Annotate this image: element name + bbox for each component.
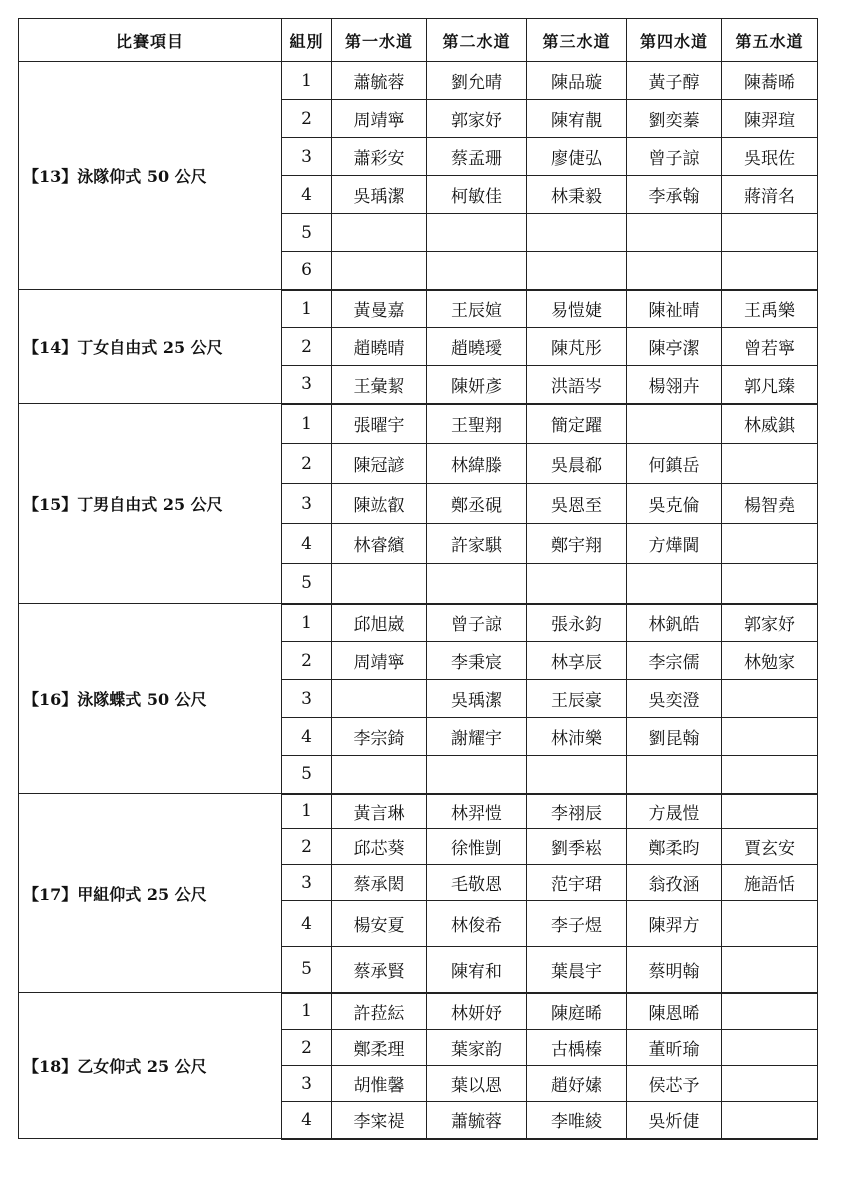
heat-row xyxy=(19,794,818,829)
group-number: 1 xyxy=(282,794,332,829)
lane-2-swimmer: 李秉宸 xyxy=(427,642,527,680)
lane-5-swimmer: 楊智堯 xyxy=(722,484,818,524)
lane-1-swimmer: 周靖寧 xyxy=(332,642,427,680)
lane-5-swimmer xyxy=(722,947,818,993)
lane-4-swimmer: 黃子醇 xyxy=(627,62,722,100)
group-number: 2 xyxy=(282,328,332,366)
lane-5-swimmer xyxy=(722,564,818,604)
lane-3-swimmer: 李子煜 xyxy=(527,901,627,947)
lane-4-swimmer: 吳奕澄 xyxy=(627,680,722,718)
lane-3-swimmer: 陳宥靚 xyxy=(527,100,627,138)
heat-row xyxy=(19,404,818,444)
group-number: 5 xyxy=(282,214,332,252)
lane-3-swimmer: 陳芃彤 xyxy=(527,328,627,366)
lane-2-swimmer: 蔡孟珊 xyxy=(427,138,527,176)
heat-row xyxy=(19,604,818,642)
lane-2-swimmer: 林羿愷 xyxy=(427,794,527,829)
group-number: 1 xyxy=(282,604,332,642)
lane-4-swimmer: 李宗儒 xyxy=(627,642,722,680)
group-number: 3 xyxy=(282,138,332,176)
lane-4-swimmer: 翁孜涵 xyxy=(627,865,722,901)
lane-4-swimmer: 吳克倫 xyxy=(627,484,722,524)
event-title: 【13】泳隊仰式 50 公尺 xyxy=(19,62,282,290)
lane-2-swimmer xyxy=(427,756,527,794)
group-number: 1 xyxy=(282,62,332,100)
lane-4-swimmer: 李承翰 xyxy=(627,176,722,214)
lane-2-swimmer: 王聖翔 xyxy=(427,404,527,444)
lane-1-swimmer: 邱芯葵 xyxy=(332,829,427,865)
lane-5-swimmer xyxy=(722,993,818,1030)
group-number: 1 xyxy=(282,290,332,328)
group-number: 3 xyxy=(282,865,332,901)
lane-3-swimmer: 古楀榛 xyxy=(527,1030,627,1066)
lane-3-swimmer: 簡定躍 xyxy=(527,404,627,444)
lane-5-swimmer: 郭凡臻 xyxy=(722,366,818,404)
lane-5-swimmer xyxy=(722,1030,818,1066)
lane-3-swimmer: 陳品璇 xyxy=(527,62,627,100)
lane-4-swimmer: 侯芯予 xyxy=(627,1066,722,1102)
lane-3-swimmer: 范宇珺 xyxy=(527,865,627,901)
event-title: 【15】丁男自由式 25 公尺 xyxy=(19,404,282,604)
lane-5-swimmer: 郭家妤 xyxy=(722,604,818,642)
lane-2-swimmer xyxy=(427,252,527,290)
lane-5-swimmer: 吳珉佐 xyxy=(722,138,818,176)
event-title: 【16】泳隊蝶式 50 公尺 xyxy=(19,604,282,794)
lane-3-swimmer: 林沛樂 xyxy=(527,718,627,756)
event-title: 【18】乙女仰式 25 公尺 xyxy=(19,993,282,1139)
lane-3-swimmer: 吳恩至 xyxy=(527,484,627,524)
heat-row xyxy=(19,62,818,100)
lane-2-swimmer: 王辰媗 xyxy=(427,290,527,328)
lane-1-swimmer: 黃曼嘉 xyxy=(332,290,427,328)
lane-4-swimmer: 蔡明翰 xyxy=(627,947,722,993)
lane-3-swimmer: 張永鈞 xyxy=(527,604,627,642)
lane-4-swimmer: 陳恩晞 xyxy=(627,993,722,1030)
lane-1-swimmer: 張曜宇 xyxy=(332,404,427,444)
group-number: 4 xyxy=(282,176,332,214)
lane-4-swimmer: 鄭柔昀 xyxy=(627,829,722,865)
lane-1-swimmer: 蕭毓蓉 xyxy=(332,62,427,100)
lane-2-swimmer: 林緯滕 xyxy=(427,444,527,484)
lane-3-swimmer: 葉晨宇 xyxy=(527,947,627,993)
table-body xyxy=(19,62,818,1139)
lane-2-swimmer: 毛敬恩 xyxy=(427,865,527,901)
group-number: 2 xyxy=(282,444,332,484)
group-number: 3 xyxy=(282,680,332,718)
lane-5-swimmer: 陳羿瑄 xyxy=(722,100,818,138)
group-number: 5 xyxy=(282,947,332,993)
lane-2-swimmer xyxy=(427,564,527,604)
table-header xyxy=(19,19,818,62)
group-number: 2 xyxy=(282,642,332,680)
lane-3-swimmer xyxy=(527,756,627,794)
lane-5-swimmer: 陳蕎晞 xyxy=(722,62,818,100)
lane-2-swimmer: 林俊希 xyxy=(427,901,527,947)
lane-5-swimmer xyxy=(722,901,818,947)
lane-1-swimmer: 王彙絜 xyxy=(332,366,427,404)
lane-2-swimmer: 陳宥和 xyxy=(427,947,527,993)
lane-5-swimmer: 賈玄安 xyxy=(722,829,818,865)
lane-1-swimmer xyxy=(332,214,427,252)
lane-2-swimmer: 蕭毓蓉 xyxy=(427,1102,527,1139)
lane-3-swimmer: 易愷婕 xyxy=(527,290,627,328)
lane-4-swimmer: 方燁閫 xyxy=(627,524,722,564)
lane-3-swimmer: 李祤辰 xyxy=(527,794,627,829)
lane-3-swimmer xyxy=(527,214,627,252)
lane-5-swimmer xyxy=(722,1066,818,1102)
header-lane-1: 第一水道 xyxy=(332,19,427,62)
lane-2-swimmer: 葉家韵 xyxy=(427,1030,527,1066)
lane-1-swimmer: 蔡承閎 xyxy=(332,865,427,901)
group-number: 4 xyxy=(282,718,332,756)
header-lane-2: 第二水道 xyxy=(427,19,527,62)
lane-5-swimmer xyxy=(722,794,818,829)
lane-1-swimmer: 陳冠諺 xyxy=(332,444,427,484)
header-lane-5: 第五水道 xyxy=(722,19,818,62)
lane-2-swimmer: 謝耀宇 xyxy=(427,718,527,756)
group-number: 4 xyxy=(282,1102,332,1139)
lane-3-swimmer: 林享辰 xyxy=(527,642,627,680)
lane-1-swimmer: 胡惟馨 xyxy=(332,1066,427,1102)
lane-1-swimmer: 林睿繽 xyxy=(332,524,427,564)
lane-5-swimmer xyxy=(722,252,818,290)
group-number: 4 xyxy=(282,901,332,947)
lane-3-swimmer: 吳晨郗 xyxy=(527,444,627,484)
lane-5-swimmer: 施語恬 xyxy=(722,865,818,901)
lane-3-swimmer: 陳庭晞 xyxy=(527,993,627,1030)
lane-1-swimmer xyxy=(332,564,427,604)
lane-3-swimmer: 劉季崧 xyxy=(527,829,627,865)
lane-3-swimmer: 鄭宇翔 xyxy=(527,524,627,564)
lane-4-swimmer: 陳亭潔 xyxy=(627,328,722,366)
header-lane-3: 第三水道 xyxy=(527,19,627,62)
lane-1-swimmer: 吳瑀潔 xyxy=(332,176,427,214)
lane-4-swimmer: 何鎮岳 xyxy=(627,444,722,484)
lane-4-swimmer xyxy=(627,564,722,604)
header-lane-4: 第四水道 xyxy=(627,19,722,62)
lane-2-swimmer: 郭家妤 xyxy=(427,100,527,138)
group-number: 1 xyxy=(282,404,332,444)
lane-2-swimmer: 陳妍彥 xyxy=(427,366,527,404)
lane-1-swimmer: 楊安夏 xyxy=(332,901,427,947)
lane-4-swimmer: 曾子諒 xyxy=(627,138,722,176)
lane-1-swimmer xyxy=(332,252,427,290)
lane-2-swimmer: 劉允晴 xyxy=(427,62,527,100)
lane-5-swimmer: 蔣湇名 xyxy=(722,176,818,214)
lane-3-swimmer: 廖倢弘 xyxy=(527,138,627,176)
lane-5-swimmer xyxy=(722,1102,818,1139)
lane-3-swimmer: 李唯綾 xyxy=(527,1102,627,1139)
lane-5-swimmer: 林威錤 xyxy=(722,404,818,444)
lane-4-swimmer: 劉奕蓁 xyxy=(627,100,722,138)
lane-4-swimmer: 陳羿方 xyxy=(627,901,722,947)
lane-1-swimmer: 李宗錡 xyxy=(332,718,427,756)
group-number: 5 xyxy=(282,564,332,604)
lane-1-swimmer: 蔡承賢 xyxy=(332,947,427,993)
lane-1-swimmer: 鄭柔理 xyxy=(332,1030,427,1066)
lane-1-swimmer: 蕭彩安 xyxy=(332,138,427,176)
lane-4-swimmer: 劉昆翰 xyxy=(627,718,722,756)
lane-2-swimmer: 曾子諒 xyxy=(427,604,527,642)
heat-row xyxy=(19,993,818,1030)
lane-2-swimmer xyxy=(427,214,527,252)
lane-4-swimmer: 董昕瑜 xyxy=(627,1030,722,1066)
lane-1-swimmer xyxy=(332,756,427,794)
group-number: 3 xyxy=(282,484,332,524)
lane-4-swimmer xyxy=(627,756,722,794)
lane-5-swimmer xyxy=(722,214,818,252)
heat-sheet-table xyxy=(18,18,818,1140)
lane-1-swimmer xyxy=(332,680,427,718)
group-number: 2 xyxy=(282,829,332,865)
lane-1-swimmer: 趙曉晴 xyxy=(332,328,427,366)
group-number: 6 xyxy=(282,252,332,290)
header-row xyxy=(19,19,818,62)
lane-3-swimmer: 洪語岑 xyxy=(527,366,627,404)
lane-2-swimmer: 葉以恩 xyxy=(427,1066,527,1102)
heat-row xyxy=(19,290,818,328)
lane-5-swimmer xyxy=(722,524,818,564)
lane-5-swimmer xyxy=(722,718,818,756)
lane-4-swimmer xyxy=(627,214,722,252)
lane-2-swimmer: 許家騏 xyxy=(427,524,527,564)
lane-2-swimmer: 吳瑀潔 xyxy=(427,680,527,718)
lane-3-swimmer xyxy=(527,252,627,290)
lane-4-swimmer: 楊翎卉 xyxy=(627,366,722,404)
lane-2-swimmer: 趙曉璦 xyxy=(427,328,527,366)
lane-4-swimmer xyxy=(627,404,722,444)
lane-4-swimmer: 林釩皓 xyxy=(627,604,722,642)
lane-3-swimmer: 王辰豪 xyxy=(527,680,627,718)
lane-2-swimmer: 鄭丞硯 xyxy=(427,484,527,524)
group-number: 3 xyxy=(282,366,332,404)
group-number: 3 xyxy=(282,1066,332,1102)
lane-1-swimmer: 許菈紜 xyxy=(332,993,427,1030)
lane-2-swimmer: 林妍妤 xyxy=(427,993,527,1030)
header-event: 比賽項目 xyxy=(19,19,282,62)
lane-4-swimmer: 吳炘倢 xyxy=(627,1102,722,1139)
lane-5-swimmer xyxy=(722,756,818,794)
lane-1-swimmer: 黃言琳 xyxy=(332,794,427,829)
lane-1-swimmer: 陳竑叡 xyxy=(332,484,427,524)
lane-1-swimmer: 邱旭崴 xyxy=(332,604,427,642)
lane-1-swimmer: 周靖寧 xyxy=(332,100,427,138)
lane-4-swimmer xyxy=(627,252,722,290)
lane-4-swimmer: 方晟愷 xyxy=(627,794,722,829)
lane-3-swimmer xyxy=(527,564,627,604)
lane-5-swimmer: 林勉家 xyxy=(722,642,818,680)
event-title: 【14】丁女自由式 25 公尺 xyxy=(19,290,282,404)
lane-1-swimmer: 李寀禔 xyxy=(332,1102,427,1139)
group-number: 2 xyxy=(282,1030,332,1066)
event-title: 【17】甲組仰式 25 公尺 xyxy=(19,794,282,993)
lane-2-swimmer: 徐惟剴 xyxy=(427,829,527,865)
lane-5-swimmer: 王禹樂 xyxy=(722,290,818,328)
lane-5-swimmer xyxy=(722,444,818,484)
lane-4-swimmer: 陳祉晴 xyxy=(627,290,722,328)
group-number: 1 xyxy=(282,993,332,1030)
group-number: 5 xyxy=(282,756,332,794)
group-number: 2 xyxy=(282,100,332,138)
lane-3-swimmer: 林秉毅 xyxy=(527,176,627,214)
lane-5-swimmer: 曾若寧 xyxy=(722,328,818,366)
group-number: 4 xyxy=(282,524,332,564)
lane-3-swimmer: 趙妤嫊 xyxy=(527,1066,627,1102)
lane-5-swimmer xyxy=(722,680,818,718)
header-group: 組別 xyxy=(282,19,332,62)
lane-2-swimmer: 柯敏佳 xyxy=(427,176,527,214)
